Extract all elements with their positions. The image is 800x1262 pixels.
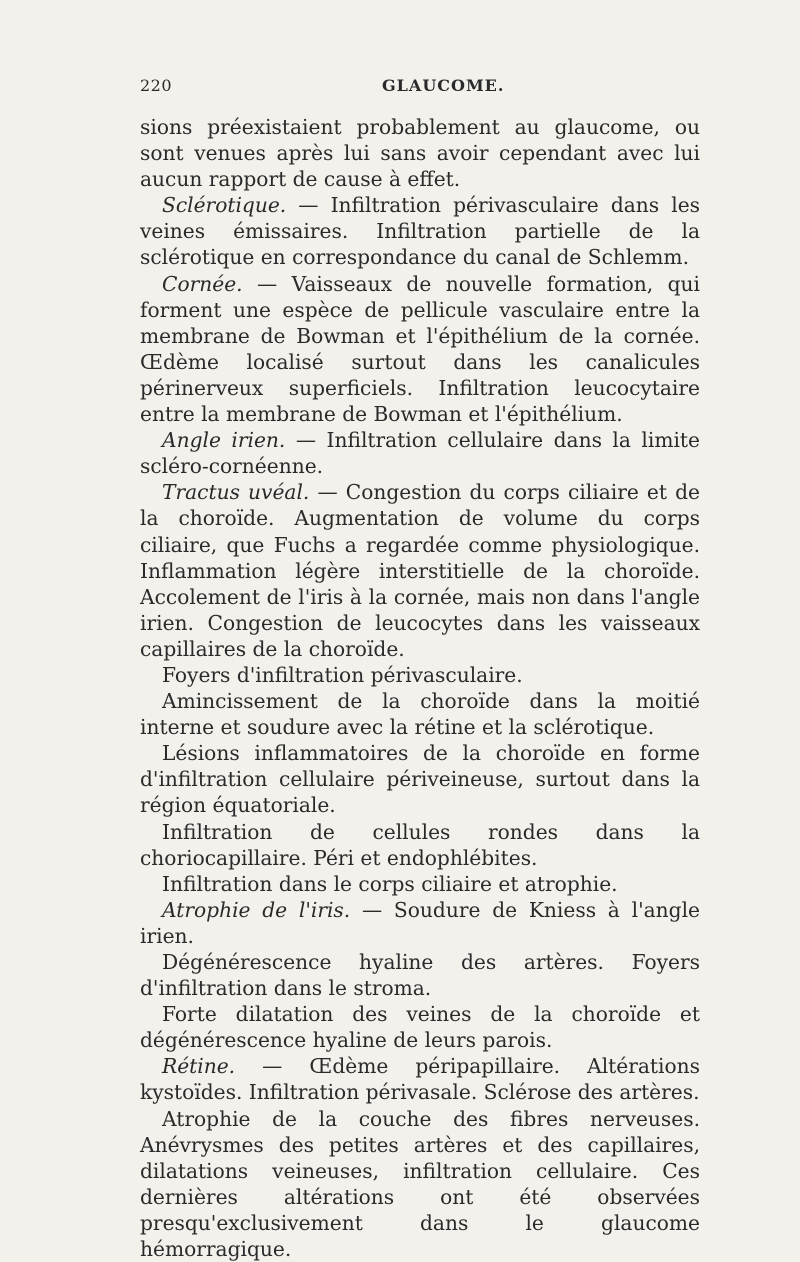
section-lead: Rétine. [162,1054,236,1079]
paragraph-sclerotique: Sclérotique. — Infiltration périvasculaire dans les veines émissaires. Infiltration partielle de la sclérotique en correspondance du canal de Schlemm. [140,193,700,270]
paragraph: sions préexistaient probablement au glaucome, ou sont venues après lui sans avoir cependant avec lui aucun rapport de cause à effet. [140,115,700,192]
paragraph: Atrophie de la couche des fibres nerveuses. Anévrysmes des petites artères et des capillaires, dilatations veineuses, infiltration cellulaire. Ces dernières altérations ont été observées presqu'exclusivement dans le glaucome hémorragique. [140,1106,700,1262]
section-lead: Sclérotique. [162,193,287,218]
paragraph-angle-irien: Angle irien. — Infiltration cellulaire dans la limite scléro-cornéenne. [140,428,700,479]
section-lead: Cornée. [162,271,243,296]
paragraph: Amincissement de la choroïde dans la moitié interne et soudure avec la rétine et la sclérotique. [140,689,700,740]
paragraph: Forte dilatation des veines de la choroïde et dégénérescence hyaline de leurs parois. [140,1002,700,1053]
paragraph: Infiltration dans le corps ciliaire et atrophie. [162,871,618,896]
paragraph: Infiltration de cellules rondes dans la choriocapillaire. Péri et endophlébites. [140,819,700,870]
paragraph-retine: Rétine. — Œdème péripapillaire. Altérations kystoïdes. Infiltration périvasale. Sclérose des artères. [140,1054,700,1105]
section-lead: Tractus uvéal. [162,480,310,505]
paragraph-tractus-uveal: Tractus uvéal. — Congestion du corps ciliaire et de la choroïde. Augmentation de volume du corps ciliaire, que Fuchs a regardée comme physiologique. Inflammation légère interstitielle de la choroïde. Accolement de l'iris à la cornée, mais non dans l'angle irien. Congestion de leucocytes dans les vaisseaux capillaires de la choroïde. [140,480,700,661]
running-title: GLAUCOME. [382,76,505,95]
paragraph-cornee: Cornée. — Vaisseaux de nouvelle formation, qui forment une espèce de pellicule vasculaire entre la membrane de Bowman et l'épithélium de la cornée. Œdème localisé surtout dans les canalicules périnerveux superficiels. Infiltration leucocytaire entre la membrane de Bowman et l'épithélium. [140,271,700,427]
paragraph: Foyers d'infiltration périvasculaire. [162,662,523,687]
page-number: 220 [140,76,173,95]
section-lead: Atrophie de l'iris. [162,897,351,922]
section-lead: Angle irien. [162,428,286,453]
paragraph-atrophie-iris: Atrophie de l'iris. — Soudure de Kniess à l'angle irien. [140,897,700,948]
paragraph: Lésions inflammatoires de la choroïde en forme d'infiltration cellulaire périveineuse, surtout dans la région équatoriale. [140,741,700,818]
paragraph: Dégénérescence hyaline des artères. Foyers d'infiltration dans le stroma. [140,950,700,1001]
body-text [140,114,700,1262]
page-header [0,70,800,100]
